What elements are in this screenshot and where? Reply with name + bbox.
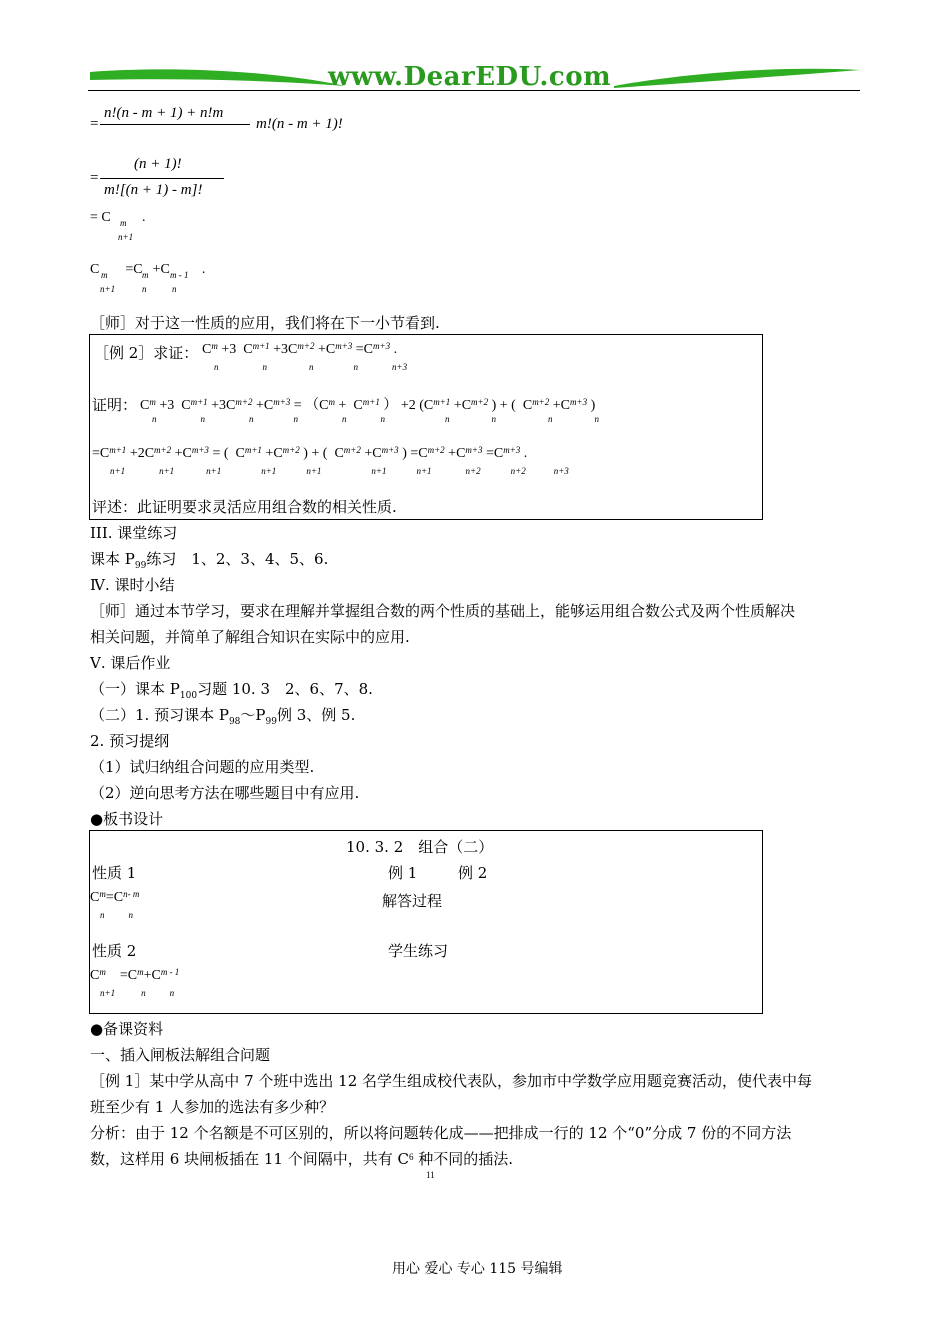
board-process: 解答过程 [382,892,443,910]
ex2-l3-subs: n+1 n+1 n+1 n+1 n+1 n+1 n+1 n+2 n+2 n+3 [110,466,569,476]
homework-title: Ⅴ. 课后作业 [90,654,171,672]
outline-2: （2）逆向思考方法在哪些题目中有应用. [90,784,360,802]
resources-ex1-b: 班至少有 1 人参加的选法有多少种？ [90,1098,335,1116]
summary-body1: ［师］通过本节学习，要求在理解并掌握组合数的两个性质的基础上，能够运用组合数公式及两个性质解决 [90,602,796,620]
header-rule [88,90,860,91]
pf-sup-1: m [101,270,108,280]
board-prop2-subs: n+1 n n [100,988,175,998]
fraction1-denominator: m!(n - m + 1)! [256,116,343,132]
board-ex2: 例 2 [458,864,488,882]
example2-line2: $C^m +3$ $C^{m+1} +3C^{m+2} +C^{m+3} = (C^m + C^{m+1}$ ） +2 ($C^{m+1} +C^{m+2}$ ) + ( $C^{m+2} +C^{m+3}$ ) [140,397,596,413]
fraction2-bar [100,178,224,179]
pf-sup-3: m - 1 [170,270,189,280]
board-title: ●板书设计 [90,810,164,828]
example2-title: ［例 2］求证： [94,344,199,362]
pf-sub-3: n [172,284,177,294]
eq-sign-1: = [90,116,99,132]
result-c: = C [90,210,111,225]
resources-an-b: 数，这样用 6 块闸板插在 11 个间隔中，共有 $C^6$ 种不同的插法. [90,1150,513,1168]
pf-sup-2: m [142,270,149,280]
board-prop1-subs: n n [100,910,133,920]
fraction2-numerator: (n + 1)! [134,156,182,172]
board-ex1: 例 1 [388,864,418,882]
practice-body: 课本 $P_{99}$练习 1、2、3、4、5、6. [90,550,329,571]
resources-title: ●备课资料 [90,1020,164,1038]
board-prop2-formula: $C^m =C^m+C^{m - 1}$ [90,967,180,983]
resources-an-a: 分析：由于 12 个名额是不可区别的，所以将问题转化成——把排成一行的 12 个“0”分成 7 份的不同方法 [90,1124,792,1142]
proof-label: 证明： [92,396,138,414]
outline-title: 2. 预习提纲 [90,732,170,750]
board-heading: 10. 3. 2 组合（二） [346,838,494,856]
example2-comment: 评述：此证明要求灵活应用组合数的相关性质. [92,498,397,516]
fraction1-numerator: n!(n - m + 1) + n!m [104,105,224,121]
summary-body2: 相关问题，并简单了解组合知识在实际中的应用. [90,628,410,646]
pf-sub-2: n [142,284,147,294]
ex2-l2-subs: n n n n n n n n n n [152,414,599,424]
board-box [89,830,763,1014]
resources-an-sub: 11 [426,1170,435,1180]
fraction2-denominator: m![(n + 1) - m]! [104,182,203,198]
ex2-l1-subs: n n n n n+3 [214,362,408,372]
property-formula-text: C =C +C . [90,262,206,277]
example2-line3: $=C^{m+1} +2C^{m+2} +C^{m+3}$ = ( $C^{m+1} +C^{m+2}$ ) + ( $C^{m+2} +C^{m+3}$ ) $=C^{m+2} +C^{m+3} =C^{m+3}$ . [92,445,528,461]
board-prop1: 性质 1 [92,864,137,882]
eq-sign-2: = [90,170,99,186]
homework-1: （一）课本 $P_{100}$习题 10. 3 2、6、7、8. [90,680,373,701]
teacher-note: ［师］对于这一性质的应用，我们将在下一小节看到. [90,314,440,332]
logo-swoosh-left-icon [88,62,348,92]
outline-1: （1）试归纳组合问题的应用类型. [90,758,315,776]
practice-title: III. 课堂练习 [90,524,178,542]
homework-2: （二）1. 预习课本 $P_{98}\sim P_{99}$例 3、例 5. [90,706,356,727]
board-prop1-formula: $C^m=C^{n- m}$ [90,889,140,905]
footer: 用心 爱心 专心 115 号编辑 [392,1261,563,1277]
result-sup: m [120,218,127,228]
resources-sub1: 一、插入闸板法解组合问题 [90,1046,271,1064]
resources-ex1-a: ［例 1］某中学从高中 7 个班中选出 12 名学生组成校代表队，参加市中学数学应用题竞赛活动，使代表中每 [90,1072,813,1090]
logo-text: www.DearEDU.com [328,62,612,92]
fraction1-bar [100,124,250,125]
example2-line1: $C^m +3$ $C^{m+1} +3C^{m+2} +C^{m+3} =C^{m+3}$ . [202,341,398,357]
board-prop2: 性质 2 [92,942,137,960]
result-dot: . [142,210,146,225]
pf-sub-1: n+1 [100,284,116,294]
result-sub: n+1 [118,232,134,242]
board-practice: 学生练习 [388,942,449,960]
logo-swoosh-right-icon [612,62,862,92]
summary-title: Ⅳ. 课时小结 [90,576,175,594]
